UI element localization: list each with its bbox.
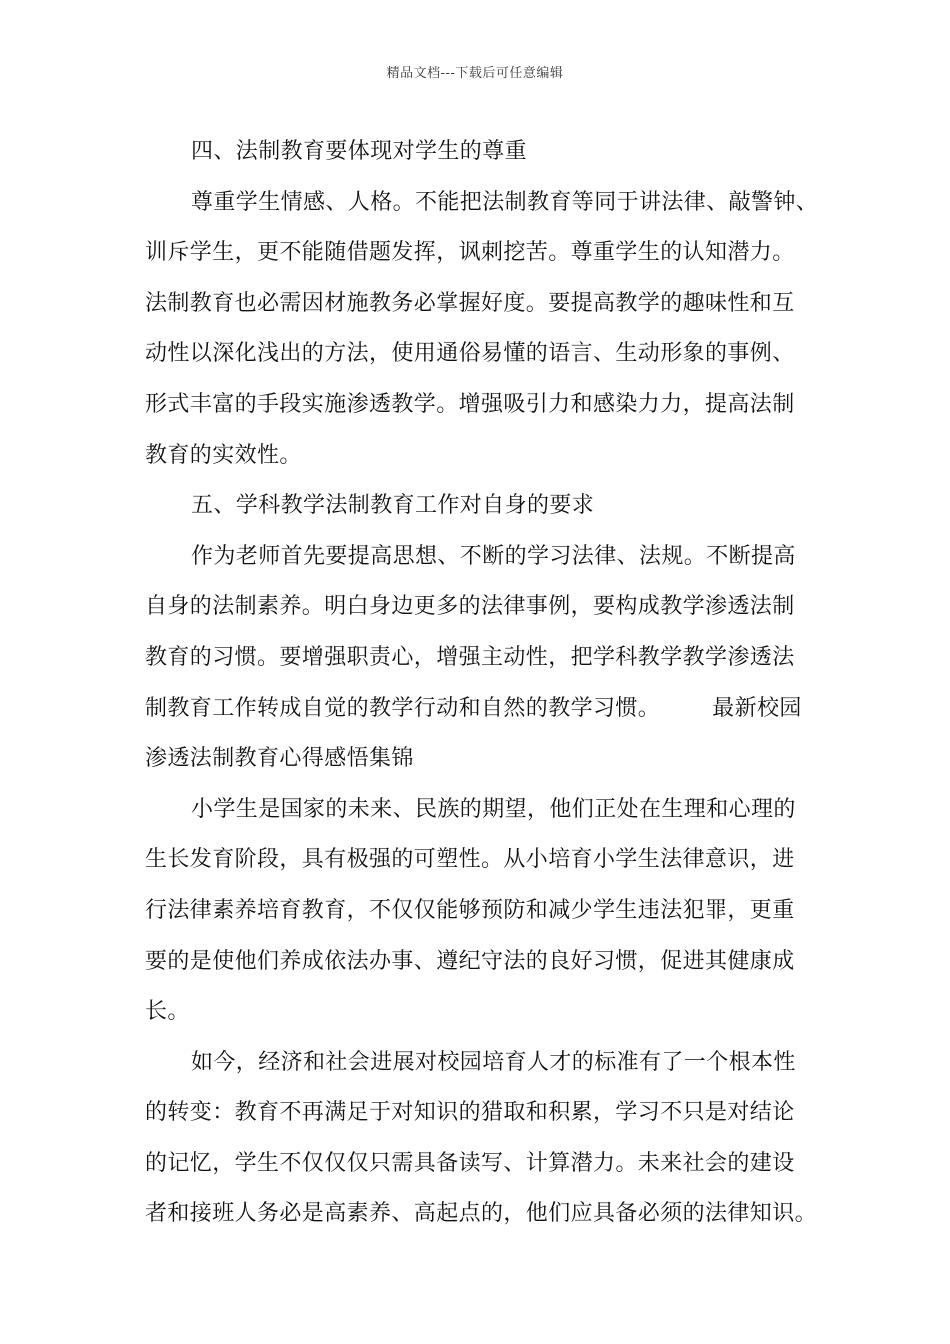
section-heading-5: 五、学科教学法制教育工作对自身的要求: [191, 493, 595, 519]
text-line: 者和接班人务必是高素养、高起点的，他们应具备必须的法律知识。: [145, 1201, 818, 1227]
text-line: 如今，经济和社会进展对校园培育人才的标准有了一个根本性: [191, 1049, 796, 1075]
text-segment: 制教育工作转成自觉的教学行动和自然的教学习惯。: [145, 695, 661, 721]
text-line: 动性以深化浅出的方法，使用通俗易懂的语言、生动形象的事例、: [145, 341, 795, 367]
text-line: 生长发育阶段，具有极强的可塑性。从小培育小学生法律意识，进: [145, 847, 795, 873]
text-line: 尊重学生情感、人格。不能把法制教育等同于讲法律、敲警钟、: [191, 189, 819, 215]
text-line: 训斥学生，更不能随借题发挥，讽刺挖苦。尊重学生的认知潜力。: [145, 240, 795, 266]
text-line: 的记忆，学生不仅仅仅只需具备读写、计算潜力。未来社会的建设: [145, 1150, 795, 1176]
text-line: 行法律素养培育教育，不仅仅能够预防和减少学生违法犯罪，更重: [145, 897, 795, 923]
section-heading-4: 四、法制教育要体现对学生的尊重: [191, 139, 528, 164]
text-line: 的转变：教育不再满足于对知识的猎取和积累，学习不只是对结论: [145, 1100, 795, 1126]
text-line: 自身的法制素养。明白身边更多的法律事例，要构成教学渗透法制: [145, 594, 795, 620]
text-line: 作为老师首先要提高思想、不断的学习法律、法规。不断提高: [191, 543, 796, 569]
text-line: 教育的实效性。: [145, 442, 302, 468]
text-line: 小学生是国家的未来、民族的期望，他们正处在生理和心理的: [191, 796, 796, 822]
text-line: 长。: [145, 999, 190, 1025]
article-title-end: 渗透法制教育心得感悟集锦: [145, 746, 414, 772]
document-body: [145, 127, 819, 1240]
page-header: 精品文档---下载后可任意编辑: [386, 66, 564, 81]
text-line: 要的是使他们养成依法办事、遵纪守法的良好习惯，促进其健康成: [145, 948, 795, 974]
text-line: 形式丰富的手段实施渗透教学。增强吸引力和感染力力，提高法制: [145, 391, 795, 417]
article-title-start: 最新校园: [712, 695, 802, 721]
text-line: 教育的习惯。要增强职责心，增强主动性，把学科教学教学渗透法: [145, 644, 795, 670]
text-line: 法制教育也必需因材施教务必掌握好度。要提高教学的趣味性和互: [145, 290, 795, 316]
text-line: [145, 684, 805, 735]
